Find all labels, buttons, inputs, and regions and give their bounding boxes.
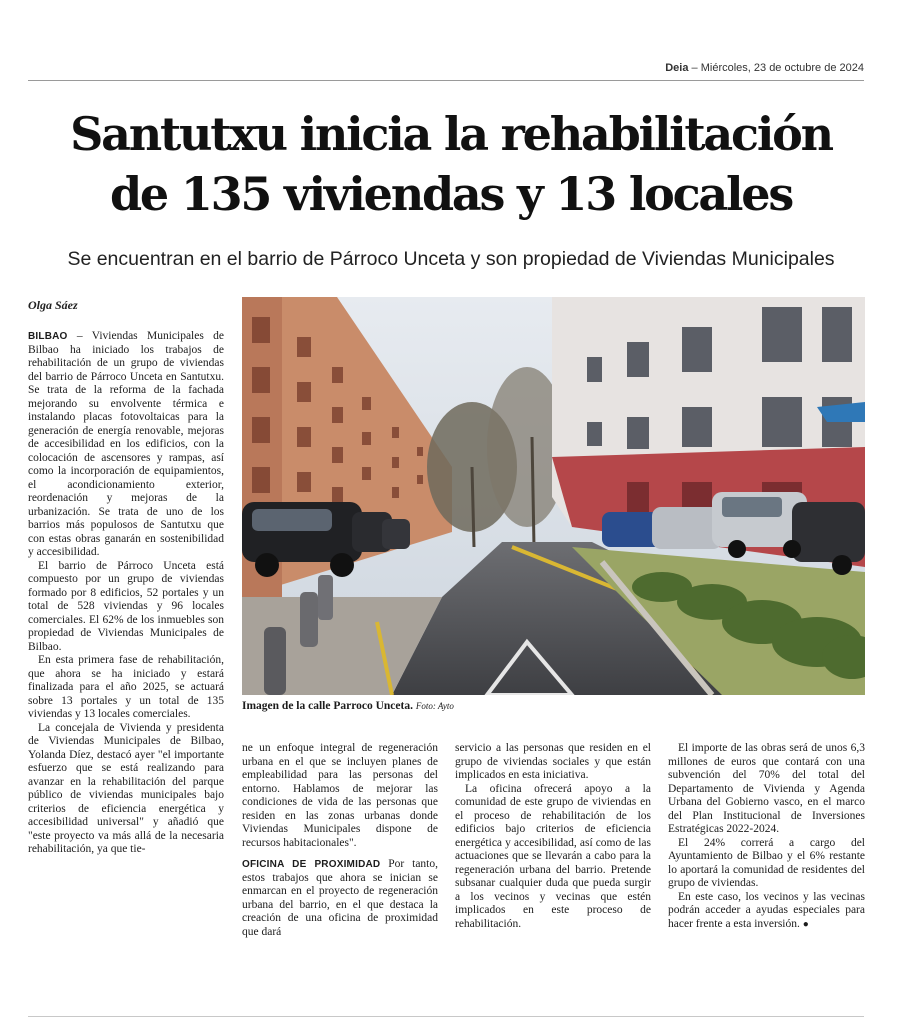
body-column-3 (455, 742, 651, 931)
paragraph (242, 858, 438, 939)
paragraph-text: Por tanto, estos trabajos que ahora se inician se enmarcan en el proyecto de regeneración urbana del barrio, en el que destaca la creación de una oficina de proximidad que dará (242, 858, 438, 938)
paragraph: La oficina ofrecerá apoyo a la comunidad de este grupo de viviendas en el proceso de rehabilitación de los edificios bajo criterios de eficiencia energética y accesibilidad, así como de las actuaciones que se llevarán a cabo para la regeneración urbana del barrio. Pretende subsanar cualquier duda que pueda surgir a los vecinos y vecinas que estén implicados en este proceso de rehabilitación. (455, 782, 651, 930)
paragraph (28, 330, 224, 560)
byline: Olga Sáez (28, 298, 78, 312)
paragraph: servicio a las personas que residen en el grupo de viviendas sociales y que están implicados en esta iniciativa. (455, 742, 651, 781)
paragraph: ne un enfoque integral de regeneración urbana en el que se incluyen planes de empleabilidad para las personas del entorno. Hablamos de mejorar las condiciones de vida de las personas que residen en las zonas urbanas donde Viviendas Municipales dispone de recursos habitacionales". (242, 742, 438, 849)
headline-line-2: de 135 viviendas y 13 locales (109, 167, 793, 221)
top-rule (28, 80, 864, 81)
article-photo (242, 297, 865, 695)
masthead-paper: Deia (665, 62, 689, 74)
caption-text: Imagen de la calle Parroco Unceta. (242, 700, 413, 712)
body-column-1 (28, 330, 224, 857)
subtitle: Se encuentran en el barrio de Párroco Unceta y son propiedad de Viviendas Municipales (67, 248, 835, 270)
section-kicker: OFICINA DE PROXIMIDAD (242, 859, 381, 870)
paragraph (668, 891, 865, 932)
headline-line-1: Santutxu inicia la rehabilitación (70, 107, 832, 161)
photo-caption (242, 700, 454, 712)
paragraph-text: – Viviendas Municipales de Bilbao ha iniciado los trabajos de rehabilitación de un grupo de viviendas del barrio de Párroco Unceta en Santutxu. Se trata de la reforma de la fachada mejorando su envolvente térmica e instalando placas fotovoltaicas para la generación de energía renovable, mejoras de accesibilidad en los edificios, con la colocación de ascensores y rampas, así como la incorporación de equipamientos, el acondicionamiento exterior, reordenación y mejoras de la urbanización. Se trata de uno de los barrios más populosos de Santutxu que con estas obras ganarán en sostenibilidad y accesibilidad. (28, 330, 224, 558)
masthead-separator: – (688, 62, 701, 74)
paragraph: El barrio de Párroco Unceta está compuesto por un grupo de viviendas formado por 8 edificios, 52 portales y un total de 528 viviendas y 96 locales comerciales. El 62% de los inmuebles son propiedad de Viviendas Municipales de Bilbao. (28, 559, 224, 653)
body-column-4 (668, 742, 865, 931)
paragraph-text: En este caso, los vecinos y las vecinas podrán acceder a ayudas especiales para hacer frente a esta inversión. (668, 890, 865, 930)
street-photo-illustration (242, 297, 865, 695)
headline (28, 104, 874, 224)
dateline: BILBAO (28, 331, 68, 342)
paragraph: En esta primera fase de rehabilitación, que ahora se ha iniciado y estará finalizada para el año 2025, se actuará sobre 13 portales y un total de 135 viviendas y 13 locales comerciales. (28, 654, 224, 720)
paragraph: El importe de las obras será de unos 6,3 millones de euros que contará con una subvención del 70% del total del Departamento de Vivienda y Agenda Urbana del Gobierno vasco, en el marco del Plan Institucional de Inversiones Estratégicas 2022-2024. (668, 742, 865, 835)
masthead-date: Miércoles, 23 de octubre de 2024 (700, 62, 864, 74)
body-column-2 (242, 742, 438, 939)
masthead (665, 62, 864, 74)
paragraph: El 24% correrá a cargo del Ayuntamiento de Bilbao y el 6% restante lo aportará la comunidad de residentes del grupo de viviendas. (668, 836, 865, 889)
paragraph: La concejala de Vivienda y presidenta de Viviendas Municipales de Bilbao, Yolanda Díez, destacó ayer "el importante esfuerzo que se está realizando para avanzar en la rehabilitación del parque público de viviendas municipales bajo criterios de eficiencia energética y accesibilidad universal" y añadió que "este proyecto va más allá de la necesaria rehabilitación, ya que tie- (28, 721, 224, 855)
photo-credit: Foto: Ayto (415, 701, 454, 711)
black-circle-icon: ● (802, 918, 809, 930)
bottom-rule (28, 1016, 864, 1017)
